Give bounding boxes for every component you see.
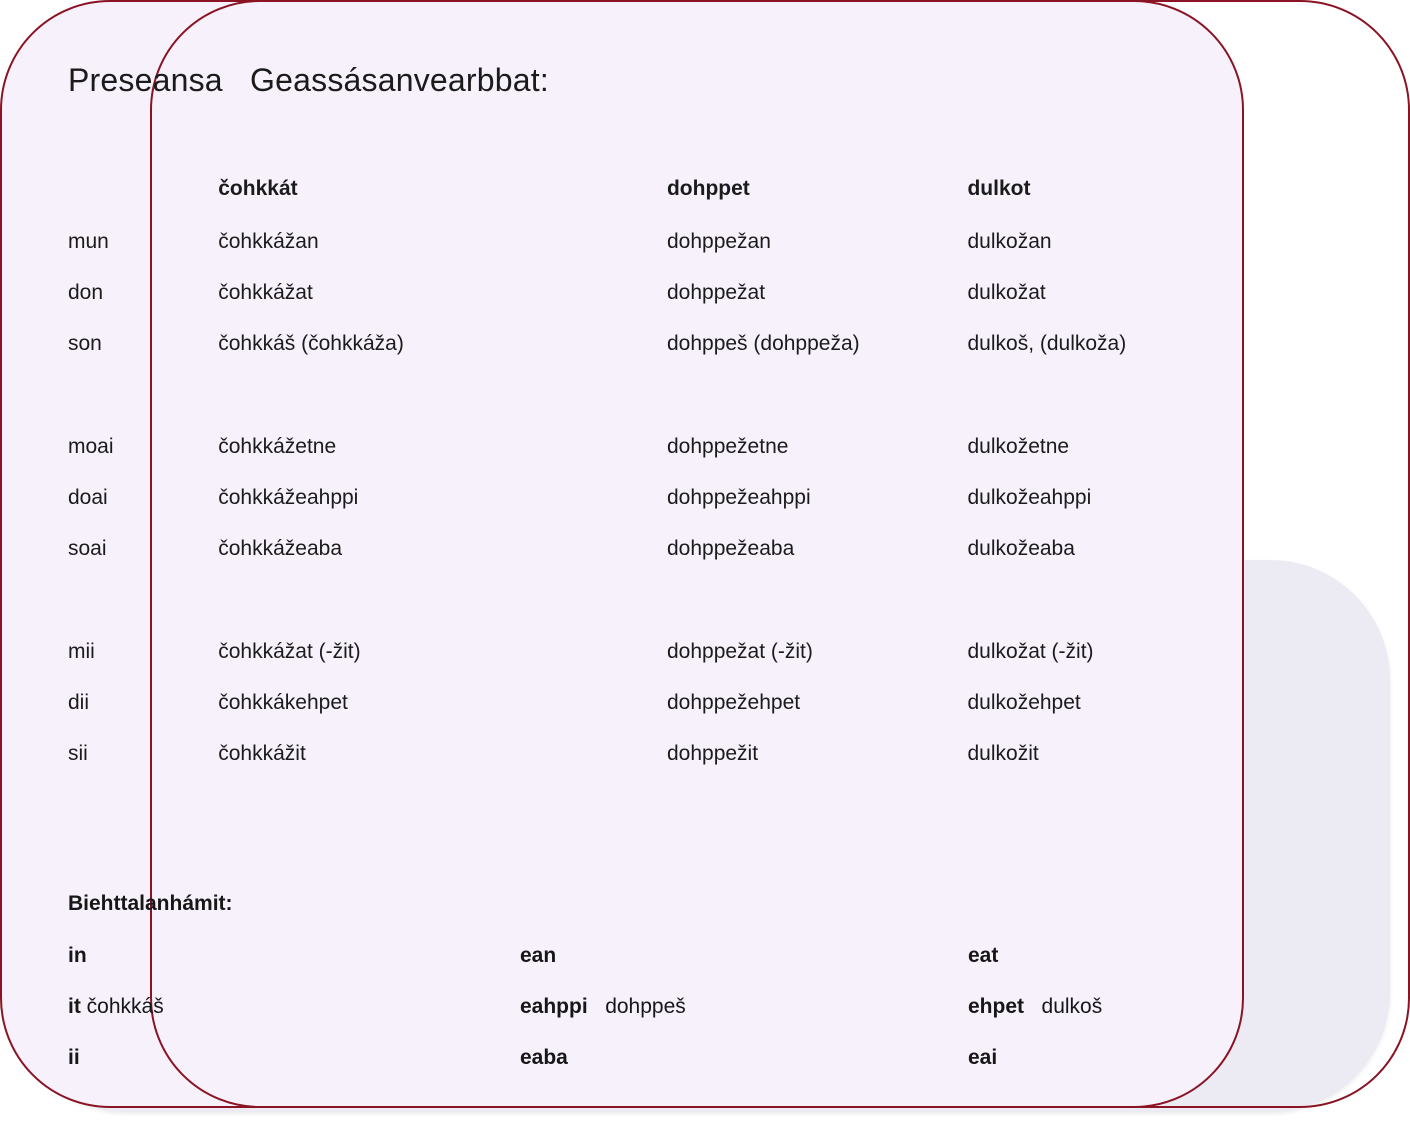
form-cell: dulkožit (967, 742, 1039, 765)
pronoun-cell: mun (68, 230, 109, 253)
table-header-row (68, 178, 1268, 231)
form-cell: čohkkážetne (218, 435, 337, 458)
pronoun-cell: don (68, 281, 104, 304)
negation-particle: ii (68, 1046, 80, 1069)
form-cell (218, 589, 667, 641)
table-row (68, 333, 1268, 384)
negation-verb: dulkoš (1041, 995, 1103, 1018)
table-row (68, 743, 1268, 794)
negation-cell-3 (968, 995, 1268, 1046)
page-title: Preseansa Geassásanvearbbat: (68, 62, 549, 98)
form-cell: čohkkážat (-žit) (218, 640, 361, 663)
form-cell: čohkkážeahppi (218, 486, 359, 509)
table-spacer-row (68, 384, 1268, 436)
form-cell (667, 589, 968, 641)
table-row (68, 436, 1268, 487)
form-cell (667, 384, 968, 436)
table-row (68, 231, 1268, 282)
form-cell: čohkkáš (čohkkáža) (218, 332, 404, 355)
form-cell: dohppežetne (666, 435, 789, 458)
negation-particle: it (68, 995, 81, 1018)
column-header-cohkkat: čohkkát (218, 177, 298, 200)
form-cell: čohkkážeaba (218, 537, 343, 560)
table-spacer-row (68, 589, 1268, 641)
pronoun-cell: mii (68, 640, 95, 663)
form-cell: dohppežeahppi (666, 486, 811, 509)
pronoun-cell: doai (68, 486, 108, 509)
negation-verb: dohppeš (605, 995, 686, 1018)
form-cell: dulkoš, (dulkoža) (967, 332, 1127, 355)
negation-cell-2 (520, 1046, 968, 1097)
negation-verb: čohkkáš (86, 995, 164, 1018)
form-cell: dohppežan (666, 230, 771, 253)
pronoun-cell: soai (68, 537, 107, 560)
negation-cell-2 (520, 944, 968, 995)
pronoun-cell (68, 384, 218, 436)
conjugation-table (68, 178, 1268, 794)
negation-cell-1 (68, 1046, 520, 1097)
column-header-dulkot: dulkot (967, 177, 1031, 200)
form-cell: dohppeš (dohppeža) (666, 332, 860, 355)
form-cell: čohkkážan (218, 230, 319, 253)
form-cell: dulkožat (-žit) (967, 640, 1094, 663)
form-cell: dulkožetne (967, 435, 1070, 458)
negation-particle: eaba (520, 1046, 568, 1069)
form-cell (218, 384, 667, 436)
form-cell: čohkkážit (218, 742, 306, 765)
form-cell: dohppežehpet (666, 691, 801, 714)
negation-cell-2 (520, 995, 968, 1046)
negation-cell-1 (68, 944, 520, 995)
form-cell: čohkkážat (218, 281, 313, 304)
table-row (68, 944, 1268, 995)
table-row (68, 995, 1268, 1046)
negation-particle: eat (968, 944, 999, 967)
table-row (68, 641, 1268, 692)
pronoun-cell: sii (68, 742, 88, 765)
negation-particle: in (68, 944, 87, 967)
form-cell: dohppežat (-žit) (666, 640, 813, 663)
negation-particle: ehpet (968, 995, 1025, 1018)
negation-section-title: Biehttalanhámit: (68, 892, 233, 915)
table-row (68, 282, 1268, 333)
negation-particle: ean (520, 944, 557, 967)
form-cell: dohppežit (666, 742, 759, 765)
table-row (68, 487, 1268, 538)
form-cell: dohppežeaba (666, 537, 795, 560)
form-cell: dulkožat (967, 281, 1046, 304)
form-cell: dulkožan (967, 230, 1052, 253)
pronoun-cell: moai (68, 435, 114, 458)
form-cell: čohkkákehpet (218, 691, 348, 714)
form-cell: dohppežat (666, 281, 766, 304)
table-row (68, 692, 1268, 743)
negation-cell-3 (968, 944, 1268, 995)
negation-cell-1 (68, 995, 520, 1046)
table-row (68, 1046, 1268, 1097)
form-cell (967, 589, 1268, 641)
negation-cell-3 (968, 1046, 1268, 1097)
form-cell: dulkožeaba (967, 537, 1075, 560)
column-header-dohppet: dohppet (666, 177, 750, 200)
negation-particle: eai (968, 1046, 998, 1069)
table-row (68, 538, 1268, 589)
negation-table (68, 944, 1268, 1097)
form-cell: dulkožeahppi (967, 486, 1092, 509)
form-cell: dulkožehpet (967, 691, 1081, 714)
pronoun-cell: dii (68, 691, 90, 714)
negation-particle: eahppi (520, 995, 588, 1018)
form-cell (967, 384, 1268, 436)
pronoun-cell: son (68, 332, 102, 355)
pronoun-cell (68, 589, 218, 641)
column-header-pronoun (68, 178, 218, 231)
